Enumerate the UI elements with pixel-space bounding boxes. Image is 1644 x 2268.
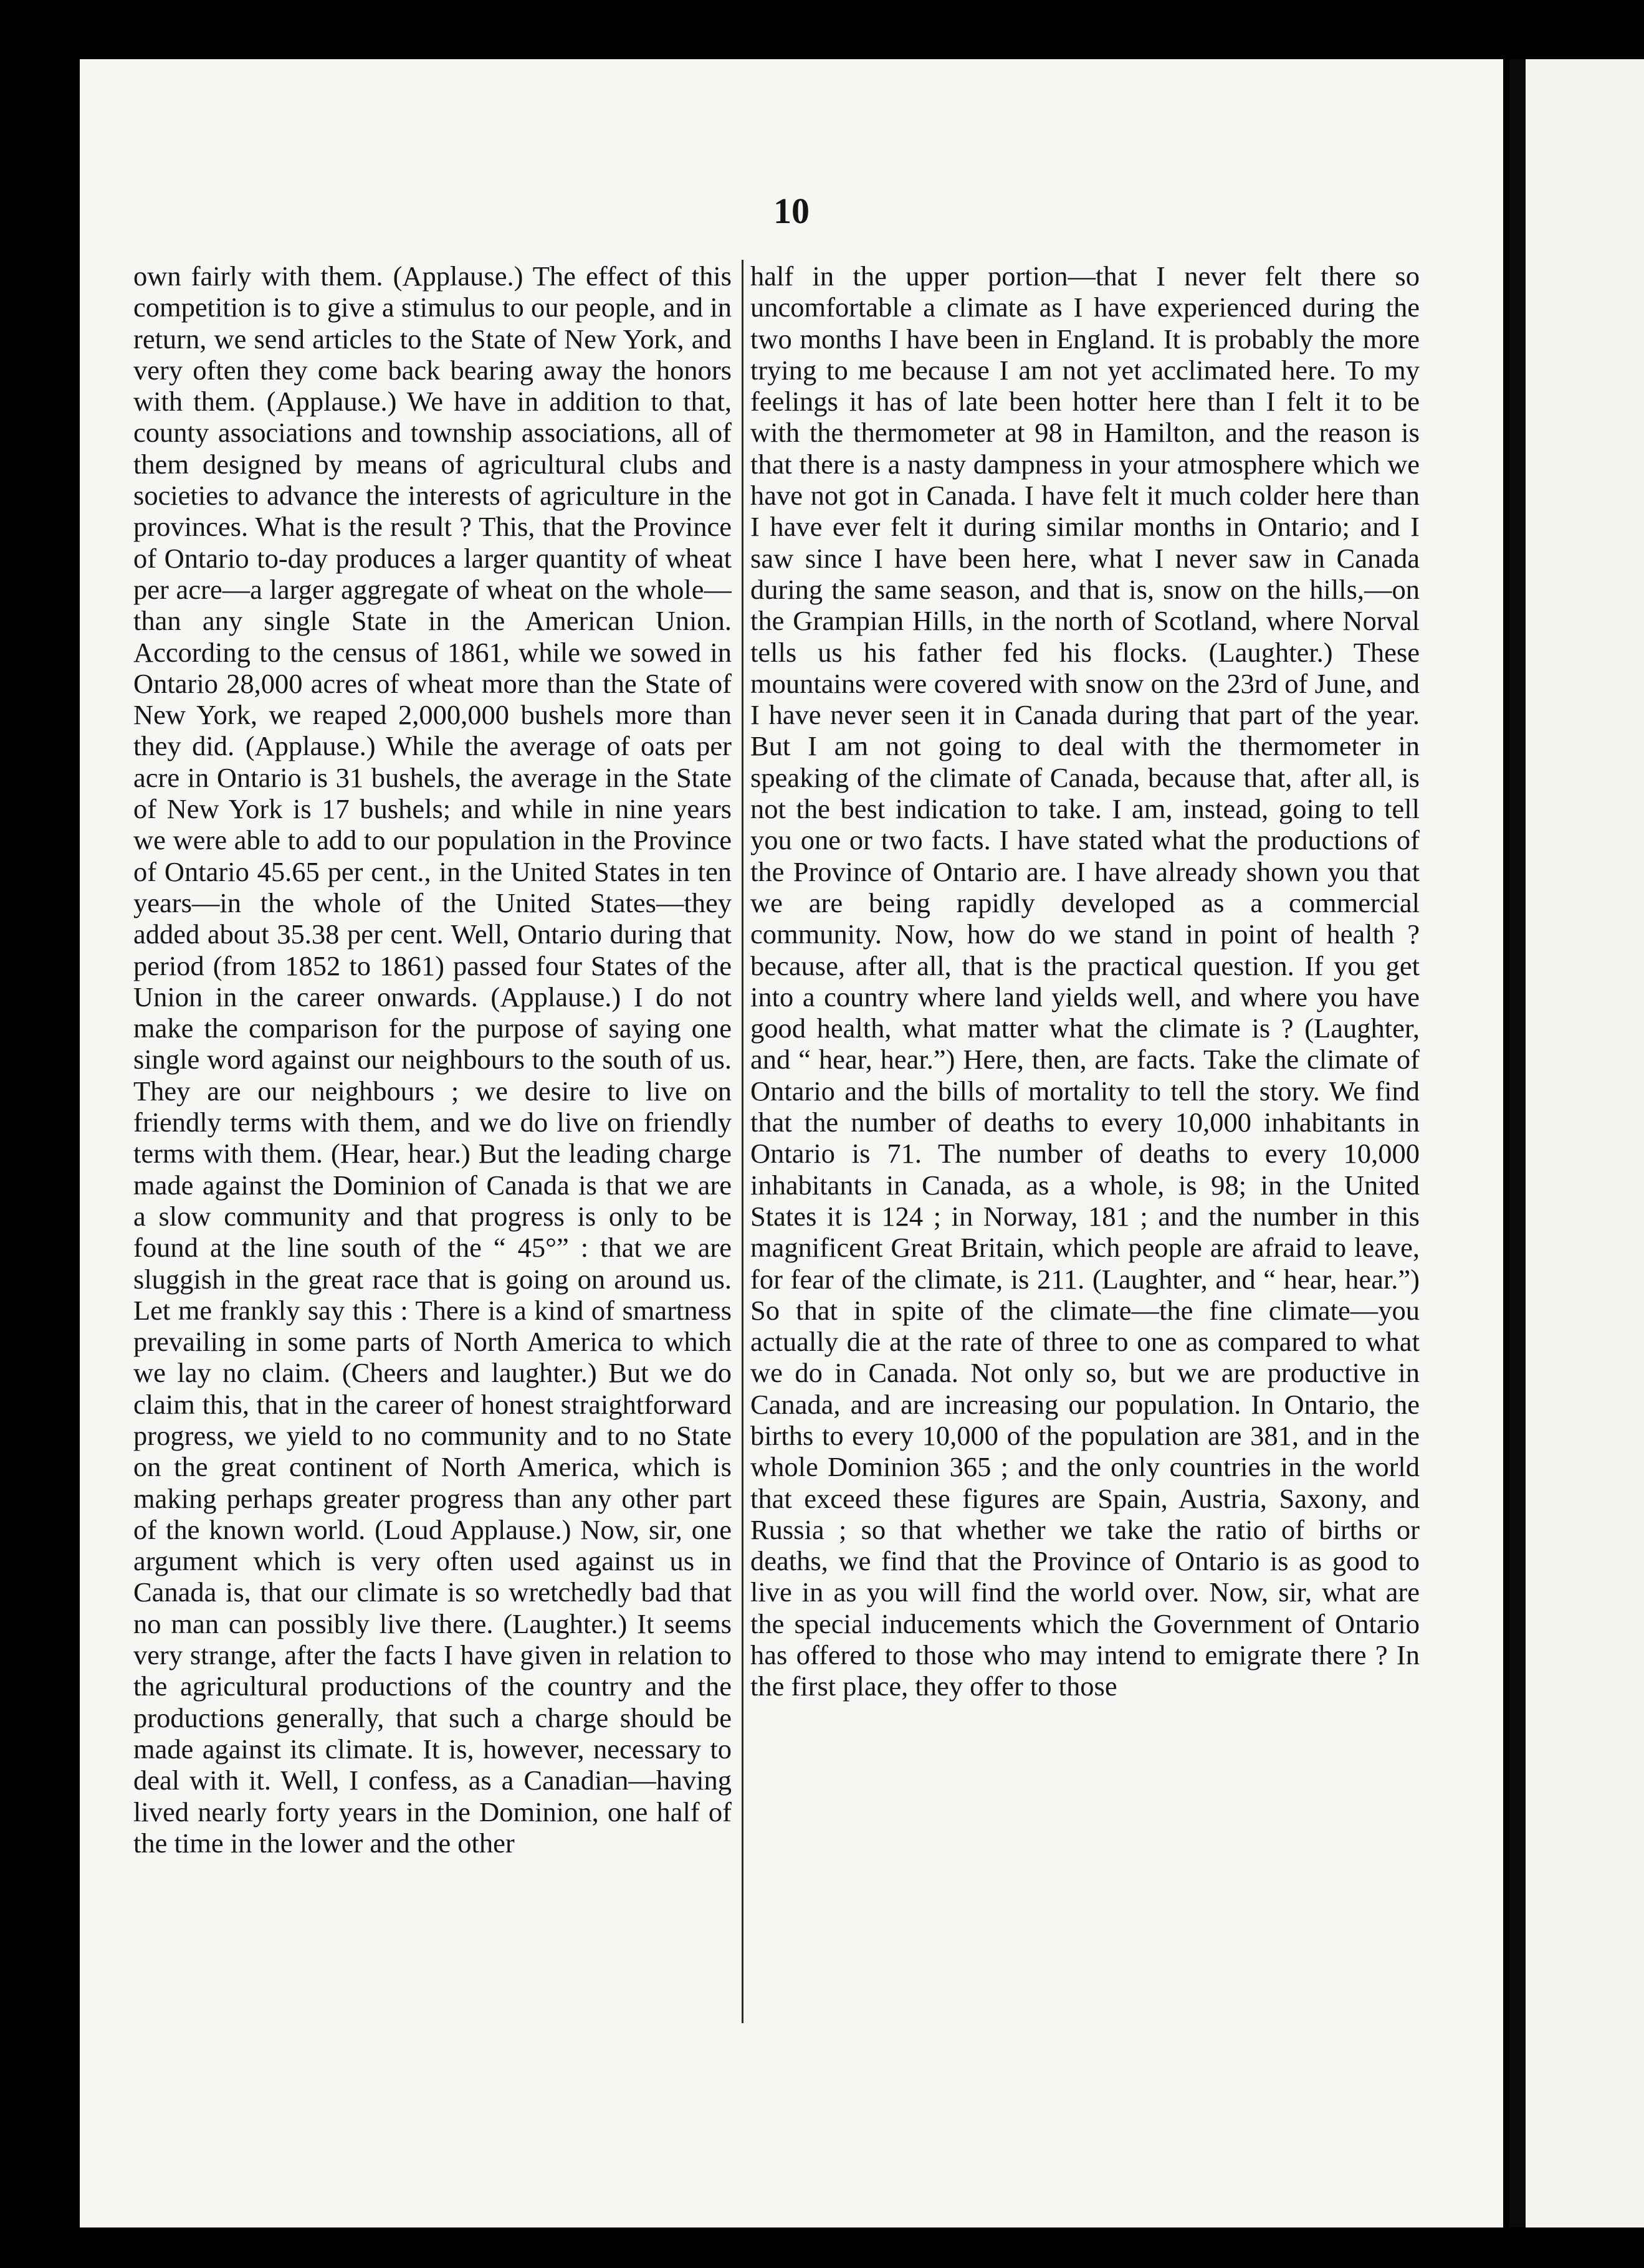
right-column-text: half in the upper portion—that I never felt there so uncomfortable a climate as I have experienced during the two months I have been in England. It is probably the more trying to me because I am not yet acclimated here. To my feelings it has of late been hotter here than I felt it to be with the thermometer at 98 in Hamilton, and the reason is that there is a nasty dampness in your atmosphere which we have not got in Canada. I have felt it much colder here than I have ever felt it during similar months in Ontario; and I saw since I have been here, what I never saw in Canada during the same season, and that is, snow on the hills,—on the Grampian Hills, in the north of Scotland, where Norval tells us his father fed his flocks. (Laughter.) These mountains were covered with snow on the 23rd of June, and I have never seen it in Canada during that part of the year. But I am not going to deal with the thermometer in speaking of the climate of Canada, because that, after all, is not the best indication to take. I am, instead, going to tell you one or two facts. I have stated what the productions of the Province of Ontario are. I have already shown you that we are being rapidly developed as a commercial community. Now, how do we stand in point of health ? because, after all, that is the practical question. If you get into a country where land yields well, and where you have good health, what matter what the climate is ? (Laughter, and “ hear, hear.”) Here, then, are facts. Take the climate of Ontario and the bills of mortality to tell the story. We find that the number of deaths to every 10,000 inhabitants in Ontario is 71. The number of deaths to every 10,000 inhabitants in Canada, as a whole, is 98; in the United States it is 124 ; in Norway, 181 ; and the number in this magnificent Great Britain, which people are afraid to leave, for fear of the climate, is 211. (Laughter, and “ hear, hear.”) So that in spite of the climate—the fine climate—you actually die at the rate of three to one as compared to what we do in Canada. Not only so, but we are productive in Canada, and are increasing our population. In Ontario, the births to every 10,000 of the population are 381, and in the whole Dominion 365 ; and the only countries in the world that exceed these figures are Spain, Austria, Saxony, and Russia ; so that whether we take the ratio of births or deaths, we find that the Province of Ontario is as good to live in as you will find the world over. Now, sir, what are the special inducements which the Government of Ontario has offered to those who may intend to emigrate there ? In the first place, they offer to those [750, 260, 1420, 1702]
left-column-text: own fairly with them. (Applause.) The effect of this competition is to give a stimulus to our people, and in return, we send articles to the State of New York, and very often they come back bearing away the honors with them. (Applause.) We have in addition to that, county associations and township associations, all of them designed by means of agricultural clubs and societies to advance the interests of agriculture in the provinces. What is the result ? This, that the Province of Ontario to-day produces a larger quantity of wheat per acre—a larger aggregate of wheat on the whole—than any single State in the American Union. According to the census of 1861, while we sowed in Ontario 28,000 acres of wheat more than the State of New York, we reaped 2,000,000 bushels more than they did. (Applause.) While the average of oats per acre in Ontario is 31 bushels, the average in the State of New York is 17 bushels; and while in nine years we were able to add to our population in the Province of Ontario 45.65 per cent., in the United States in ten years—in the whole of the United States—they added about 35.38 per cent. Well, Ontario during that period (from 1852 to 1861) passed four States of the Union in the career onwards. (Applause.) I do not make the comparison for the purpose of saying one single word against our neighbours to the south of us. They are our neighbours ; we desire to live on friendly terms with them, and we do live on friendly terms with them. (Hear, hear.) But the leading charge made against the Dominion of Canada is that we are a slow community and that progress is only to be found at the line south of the “ 45°” : that we are sluggish in the great race that is going on around us. Let me frankly say this : There is a kind of smartness prevailing in some parts of North America to which we lay no claim. (Cheers and laughter.) But we do claim this, that in the career of honest straightforward progress, we yield to no community and to no State on the great continent of North America, which is making perhaps greater progress than any other part of the known world. (Loud Applause.) Now, sir, one argument which is very often used against us in Canada is, that our climate is so wretchedly bad that no man can possibly live there. (Laughter.) It seems very strange, after the facts I have given in relation to the agricultural productions of the country and the productions generally, that such a charge should be made against its climate. It is, however, necessary to deal with it. Well, I confess, as a Canadian—having lived nearly forty years in the Dominion, one half of the time in the lower and the other [133, 260, 732, 1859]
column-divider [742, 260, 743, 2023]
page-number: 10 [773, 191, 810, 231]
scanned-page [80, 59, 1503, 2228]
adjacent-page-edge [1509, 59, 1644, 2228]
text-column-right [750, 260, 1420, 2204]
page-fold-shadow [1509, 59, 1526, 2228]
text-column-left [133, 260, 732, 2204]
